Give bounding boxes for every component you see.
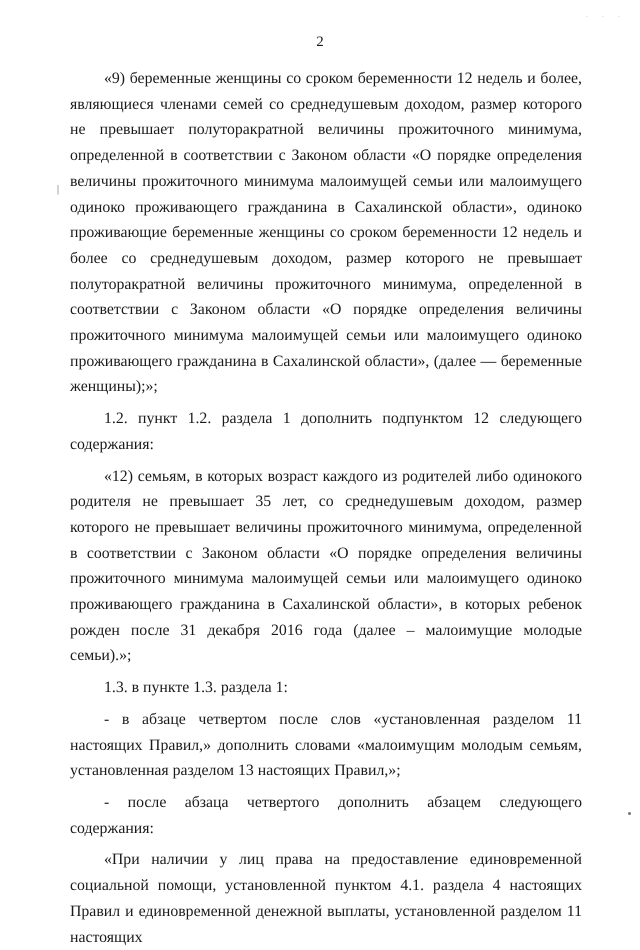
paragraph-amendment-fourth: - в абзаце четвертом после слов «установленная разделом 11 настоящих Правил,» дополнить словами «малоимущим молодым семьям, установленная разделом 13 настоящих Правил,»; <box>70 710 582 780</box>
paragraph-quoted-text: «При наличии у лиц права на предоставление единовременной социальной помощи, установленной пунктом 4.1. раздела 4 настоящих Правил и единовременной денежной выплаты, установленной разделом 11 настоящих <box>70 851 582 946</box>
paragraph-item-12: «12) семьям, в которых возраст каждого из родителей либо одинокого родителя не превышает 35 лет, со среднедушевым доходом, размер которого не превышает величины прожиточного минимума, определенной в соответствии с Законом области «О порядке определения величины прожиточного минимума малоимущей семьи или малоимущего одиноко проживающего гражданина в Сахалинской области», в которых ребенок рожден после 31 декабря 2016 года (далее – малоимущие молодые семьи).»; <box>70 467 582 665</box>
page-number: 2 <box>316 34 324 50</box>
margin-mark: | <box>57 184 60 195</box>
document-body <box>70 66 582 950</box>
paragraph-amendment-add: - после абзаца четвертого дополнить абзацем следующего содержания: <box>70 793 582 837</box>
scan-artifact: . . . <box>586 10 626 19</box>
scan-artifact-dot <box>628 812 631 815</box>
paragraph-clause-1-3: 1.3. в пункте 1.3. раздела 1: <box>104 679 288 697</box>
paragraph-item-9: «9) беременные женщины со сроком беременности 12 недель и более, являющиеся членами семей со среднедушевым доходом, размер которого не превышает полуторакратной величины прожиточного минимума, определенной в соответствии с Законом области «О порядке определения величины прожиточного минимума малоимущей семьи или малоимущего одиноко проживающего гражданина в Сахалинской области», одиноко проживающие беременные женщины со сроком беременности 12 недель и более со среднедушевым доходом, размер которого не превышает полуторакратной величины прожиточного минимума, определенной в соответствии с Законом области «О порядке определения величины прожиточного минимума малоимущей семьи или малоимущего одиноко проживающего гражданина в Сахалинской области», (далее — беременные женщины);»; <box>70 70 582 396</box>
paragraph-clause-1-2: 1.2. пункт 1.2. раздела 1 дополнить подпунктом 12 следующего содержания: <box>70 410 582 453</box>
